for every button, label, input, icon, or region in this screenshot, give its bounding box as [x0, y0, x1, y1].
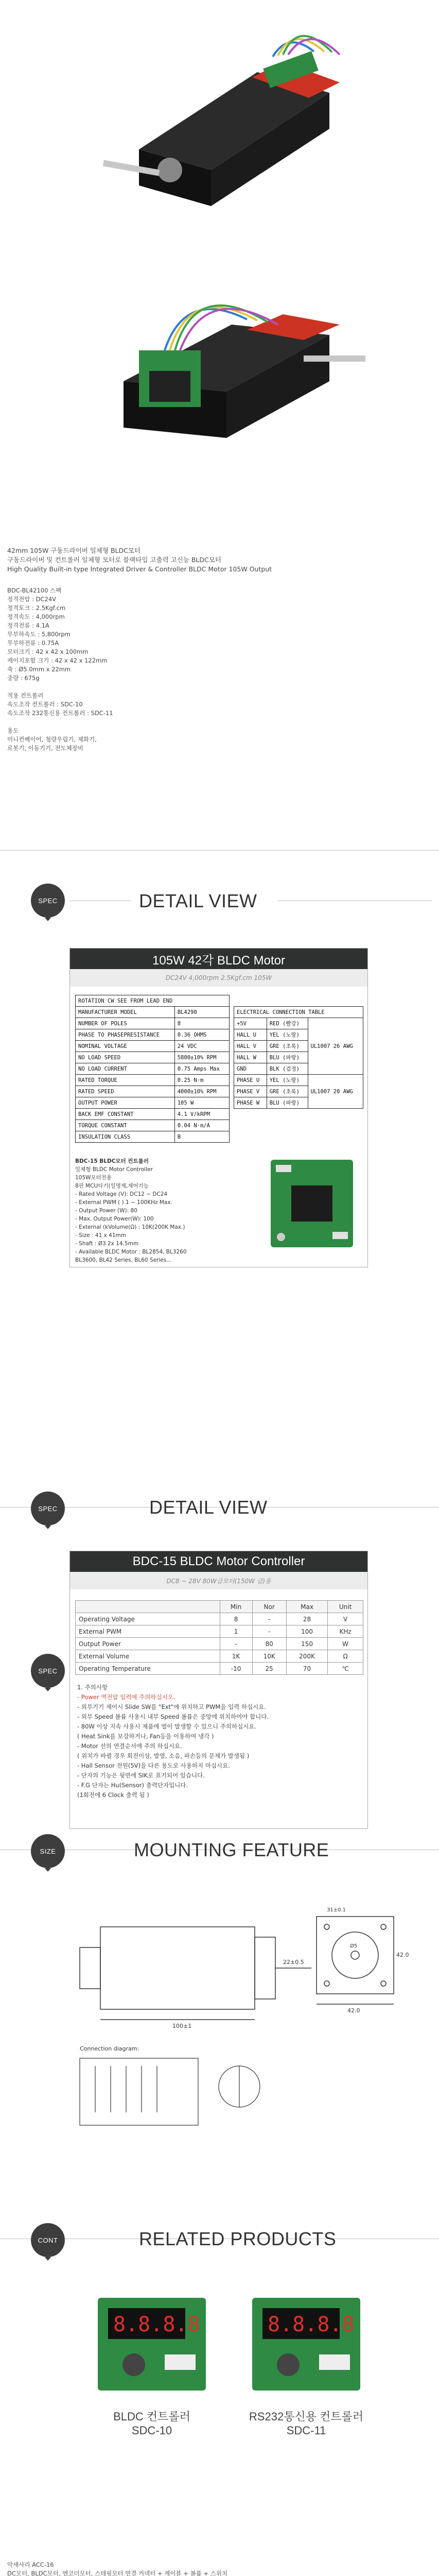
- table-cell: RED (빨강): [267, 1018, 308, 1029]
- mounting-drawing: [69, 1896, 409, 2143]
- section-badge-size: SIZE: [31, 1834, 65, 1868]
- table-cell: ROTATION CW SEE FROM LEAD END: [76, 995, 230, 1007]
- caution-line: - F.G 단자는 Hu(Sensor) 출력단자입니다.: [77, 1782, 188, 1789]
- table-cell: NUMBER OF POLES: [76, 1018, 175, 1029]
- intro-line: 구동드라이버 및 컨트롤러 일체형 모터로 블랙타입 고출력 고신능 BLDC모터: [7, 556, 221, 564]
- table-row: [76, 1650, 363, 1663]
- table-cell: -: [252, 1625, 286, 1638]
- table-row: [76, 1075, 230, 1086]
- dim-length: 100±1: [172, 2023, 192, 2029]
- table-cell: HALL W: [234, 1052, 267, 1063]
- controller-info-line: - Rated Voltage (V): DC12 ~ DC24: [75, 1191, 168, 1197]
- table-cell: GND: [234, 1063, 267, 1075]
- spec-line: 정격속도 : 4,000rpm: [7, 613, 65, 620]
- table-row: [76, 1131, 230, 1143]
- controller-info-line: 105W모터전용: [75, 1175, 112, 1181]
- table-cell: 80: [252, 1638, 286, 1650]
- spec-line: 무부하속도 : 5,800rpm: [7, 631, 71, 638]
- table-cell: Operating Voltage: [76, 1613, 220, 1625]
- table-row: [76, 1120, 230, 1131]
- front-view-outline: [317, 1917, 394, 1994]
- table-cell: MANUFACTURER MODEL: [76, 1007, 175, 1018]
- motor-panel-title: 105W 42각 BLDC Motor: [70, 948, 367, 969]
- table-cell: B: [174, 1131, 229, 1143]
- product-model: SDC-11: [286, 2424, 326, 2437]
- table-cell: GRE (초록): [267, 1041, 308, 1052]
- table-cell: GRE (초록): [267, 1086, 308, 1097]
- table-cell: 4000±10% RPM: [174, 1086, 229, 1097]
- motor-body-side: [124, 306, 365, 438]
- controller-info-line: 8핀 MCU타기(일명제,제어기능: [75, 1183, 149, 1189]
- section-badge-cont: CONT: [31, 2223, 65, 2257]
- controller-option-line: 속도조작 232통신용 컨트롤러 : SDC-11: [7, 709, 113, 717]
- table-cell: HALL V: [234, 1041, 267, 1052]
- dim-height: 42.0: [396, 1952, 409, 1958]
- caution-line: - 단자의 기능은 뒷면에 SIK로 표기되어 있습니다.: [77, 1772, 205, 1779]
- table-header: Min: [220, 1601, 252, 1613]
- section-badge: SPEC: [31, 1654, 65, 1688]
- electrical-table-title: ELECTRICAL CONNECTION TABLE: [234, 1007, 363, 1018]
- table-cell: 100: [286, 1625, 327, 1638]
- controller-option-title: 적용 컨트롤러: [7, 692, 44, 699]
- table-cell: NO LOAD CURRENT: [76, 1063, 175, 1075]
- dim-width: 42.0: [347, 2007, 360, 2014]
- spec-line: 축 : Ø5.0mm x 22mm: [7, 666, 71, 673]
- table-cell: W: [328, 1638, 363, 1650]
- table-cell: 150: [286, 1638, 327, 1650]
- table-cell: 5800±10% RPM: [174, 1052, 229, 1063]
- table-cell: 8: [220, 1613, 252, 1625]
- table-cell: 70: [286, 1663, 327, 1675]
- table-cell: HALL U: [234, 1029, 267, 1041]
- sdc10-board-photo: [87, 2282, 216, 2406]
- spec-line: 모터크기 : 42 x 42 x 100mm: [7, 648, 89, 655]
- table-row: [76, 1109, 230, 1120]
- table-row: [76, 1041, 230, 1052]
- caution-line: - 80W 이상 지속 사용시 제품에 열이 발생할 수 있으니 주의하십시요.: [77, 1723, 257, 1730]
- spec-list: [7, 586, 113, 753]
- caution-line: ( Heat Sink를 보강하거나, Fan등을 이용하여 냉각 ): [77, 1733, 214, 1740]
- controller-info-line: BL3600, BL42 Series, BL60 Series...: [75, 1257, 172, 1263]
- controller-spec-panel: [69, 1551, 368, 1829]
- controller-info-line: - Size : 41 x 41mm: [75, 1232, 126, 1239]
- controller-info-line: - External (kVolume(Ω) : 10K(200K Max.): [75, 1224, 185, 1230]
- table-cell: TORQUE CONSTANT: [76, 1120, 175, 1131]
- table-cell: NO LOAD SPEED: [76, 1052, 175, 1063]
- table-cell: 200K: [286, 1650, 327, 1663]
- caution-title: 1. 주의사항: [77, 1684, 108, 1691]
- table-cell: 25: [252, 1663, 286, 1675]
- table-cell: 0.36 OHMS: [174, 1029, 229, 1041]
- sdc11-display: 8.8.8.8: [268, 2313, 355, 2336]
- caution-line: - Hall Sensor 전원(5V)을 다른 용도로 사용하지 마십시요.: [77, 1762, 230, 1769]
- motor-photo-side: [62, 252, 381, 469]
- caution-line: - 외부기기 제어시 Slide SW를 "Ext"에 위치하고 PWM을 입력 하십시요.: [77, 1703, 267, 1710]
- spec-title: BDC-BL42100 스펙: [7, 587, 62, 594]
- usage-line: 로봇기, 이동기기, 전도체장비: [7, 744, 83, 752]
- table-row: [76, 995, 230, 1007]
- spec-line: 중량 : 675g: [7, 674, 40, 682]
- controller-info-line: - Max. Output Power(W): 100: [75, 1216, 154, 1222]
- table-cell: 1: [220, 1625, 252, 1638]
- table-cell: BLU (파랑): [267, 1052, 308, 1063]
- table-row: [234, 1018, 363, 1029]
- table-row: [76, 1663, 363, 1675]
- intro-text: [7, 546, 429, 574]
- table-cell: Operating Temperature: [76, 1663, 220, 1675]
- table-cell: 28: [286, 1613, 327, 1625]
- table-header: Unit: [328, 1601, 363, 1613]
- table-cell: PHASE W: [234, 1097, 267, 1109]
- dim-shaft: 22±0.5: [283, 1959, 304, 1965]
- motor-spec-panel: [69, 948, 368, 1267]
- controller-info-line: 일체형 BLDC Motor Controller: [75, 1166, 153, 1173]
- table-row: [234, 1075, 363, 1086]
- controller-panel-subtitle: DC8 ~ 28V 80W급모터(150W 급)용: [70, 1572, 367, 1589]
- table-cell: BLK (검정): [267, 1063, 308, 1075]
- motor-photo-top: [62, 15, 381, 232]
- accessory-line: DC모터, BLDC모터, 엔코더모터, 스테핑모터 연결 커넥터 + 케이블 + 볼륨 + 스위치: [7, 2570, 228, 2576]
- caution-line: - Motor 선의 연결순서에 주의 하십시요.: [77, 1742, 182, 1750]
- product-card-sdc10[interactable]: [87, 2282, 216, 2437]
- table-cell: BACK EMF CONSTANT: [76, 1109, 175, 1120]
- table-cell: PHASE U: [234, 1075, 267, 1086]
- table-cell: PHASE TO PHASEPRESISTANCE: [76, 1029, 175, 1041]
- table-header: [76, 1601, 220, 1613]
- table-cell: 0.25 N·m: [174, 1075, 229, 1086]
- table-row: [76, 1097, 230, 1109]
- table-cell: 4.1 V/kRPM: [174, 1109, 229, 1120]
- controller-info-line: - Output Power (W): 80: [75, 1208, 137, 1214]
- table-cell: 1K: [220, 1650, 252, 1663]
- product-label: BLDC 컨트롤러: [113, 2410, 190, 2423]
- table-cell: BL4290: [174, 1007, 229, 1018]
- table-cell: ℃: [328, 1663, 363, 1675]
- controller-panel-title: BDC-15 BLDC Motor Controller: [70, 1551, 367, 1572]
- caution-line: - Power 역전압 입력에 주의하십시오.: [77, 1693, 175, 1701]
- table-row: [234, 1007, 363, 1018]
- section-title: DETAIL VIEW: [139, 890, 257, 911]
- table-cell: External PWM: [76, 1625, 220, 1638]
- table-header: Max: [286, 1601, 327, 1613]
- table-row: [76, 1029, 230, 1041]
- intro-line: 42mm 105W 구동드라이버 일체형 BLDC모터: [7, 547, 141, 554]
- sdc10-display: 8.8.8.8: [113, 2313, 200, 2336]
- spec-line: 케이지포함 크기 : 42 x 42 x 122mm: [7, 657, 108, 664]
- spec-line: 정격전류 : 4.1A: [7, 622, 49, 629]
- table-cell: -10: [220, 1663, 252, 1675]
- table-cell: External Volume: [76, 1650, 220, 1663]
- product-label: RS232통신용 컨트롤러: [249, 2410, 364, 2423]
- controller-board-photo: [266, 1155, 358, 1252]
- dim-hole-pitch: 31±0.1: [327, 1907, 346, 1913]
- usage-title: 용도: [7, 727, 19, 734]
- caution-line: - 외부 Speed 볼륨 사용시 내부 Speed 볼륨은 중앙에 위치하여야 합니다.: [77, 1713, 269, 1720]
- table-row: [76, 1625, 363, 1638]
- wire-note: UL1007 20 AWG: [308, 1075, 363, 1109]
- table-cell: Output Power: [76, 1638, 220, 1650]
- controller-info-line: - External PWM ( ) 1 ~ 100KHz Max.: [75, 1199, 172, 1206]
- product-card-sdc11[interactable]: [242, 2282, 371, 2437]
- electrical-connection-table: [234, 1006, 363, 1109]
- table-cell: NOMINAL VOLTAGE: [76, 1041, 175, 1052]
- section-badge-spec-2: SPEC: [31, 1492, 65, 1526]
- spec-line: 정격토크 : 2.5Kgf.cm: [7, 604, 66, 612]
- motor-body: [103, 36, 340, 206]
- table-cell: 10K: [252, 1650, 286, 1663]
- table-cell: YEL (노랑): [267, 1075, 308, 1086]
- table-cell: RATED TORQUE: [76, 1075, 175, 1086]
- table-cell: 0.04 N·m/A: [174, 1120, 229, 1131]
- table-cell: PHASE V: [234, 1086, 267, 1097]
- motor-spec-table: [75, 995, 230, 1143]
- table-header: Nor: [252, 1601, 286, 1613]
- usage-line: 미니컨베이어, 청량우림기, 제화기,: [7, 736, 97, 743]
- table-row: [76, 1638, 363, 1650]
- caution-line: (1회전에 6 Clock 출력 됨 ): [77, 1791, 149, 1799]
- spec-line: 정격전압 : DC24V: [7, 596, 57, 603]
- table-row: [76, 1063, 230, 1075]
- intro-line: High Quality Built-in type Integrated Driver & Controller BLDC Motor 105W Output: [7, 565, 272, 573]
- section-badge-spec: SPEC: [31, 884, 65, 918]
- table-cell: 0.75 Amps Max: [174, 1063, 229, 1075]
- table-row: [76, 1018, 230, 1029]
- table-cell: KHz: [328, 1625, 363, 1638]
- controller-info-title: BDC-15 BLDC모터 컨트롤러: [75, 1158, 149, 1164]
- table-row: [76, 1613, 363, 1625]
- table-cell: RATED SPEED: [76, 1086, 175, 1097]
- accessory-line: 악세사리 ACC-16: [7, 2561, 54, 2568]
- table-cell: +5V: [234, 1018, 267, 1029]
- section-title: RELATED PRODUCTS: [139, 2228, 337, 2249]
- connection-diagram: [80, 2058, 260, 2125]
- controller-info: [75, 1157, 250, 1264]
- table-row: [76, 1052, 230, 1063]
- table-cell: 105 W: [174, 1097, 229, 1109]
- spec-line: 무부하전류 : 0.75A: [7, 639, 59, 647]
- table-cell: V: [328, 1613, 363, 1625]
- caution-line: ( 위치가 바뀔 경우 회전이상, 발열, 소음, 파손등의 문제가 발생됨 ): [77, 1752, 250, 1759]
- controller-option-line: 속도조작 컨트롤러 : SDC-10: [7, 701, 83, 708]
- product-model: SDC-10: [131, 2424, 172, 2437]
- controller-spec-table: [75, 1600, 363, 1675]
- table-cell: -: [252, 1613, 286, 1625]
- table-cell: -: [220, 1638, 252, 1650]
- dim-shaft-diameter: Ø5: [350, 1943, 358, 1949]
- table-cell: 24 VDC: [174, 1041, 229, 1052]
- caution-notes: [77, 1683, 360, 1800]
- table-cell: OUTPUT POWER: [76, 1097, 175, 1109]
- section-title: MOUNTING FEATURE: [134, 1839, 329, 1860]
- connection-diagram-caption: Connection diagram:: [80, 2045, 139, 2052]
- table-cell: 8: [174, 1018, 229, 1029]
- sdc11-board-photo: [242, 2282, 371, 2406]
- controller-info-line: - Available BLDC Motor : BL2854, BL3260: [75, 1249, 187, 1255]
- table-cell: INSULATION CLASS: [76, 1131, 175, 1143]
- motor-outline: [100, 1927, 255, 2009]
- wire-note: UL1007 26 AWG: [308, 1018, 363, 1075]
- table-cell: BLU (파랑): [267, 1097, 308, 1109]
- table-cell: Ω: [328, 1650, 363, 1663]
- table-row: [76, 1086, 230, 1097]
- table-header-row: [76, 1601, 363, 1613]
- table-row: [76, 1007, 230, 1018]
- table-cell: YEL (노랑): [267, 1029, 308, 1041]
- accessory-text: [7, 2561, 227, 2576]
- section-title: DETAIL VIEW: [149, 1497, 268, 1518]
- controller-info-line: - Shaft : Ø3 2x 14.5mm: [75, 1241, 139, 1247]
- motor-panel-subtitle: DC24V 4,000rpm 2.5Kgf.cm 105W: [70, 969, 367, 987]
